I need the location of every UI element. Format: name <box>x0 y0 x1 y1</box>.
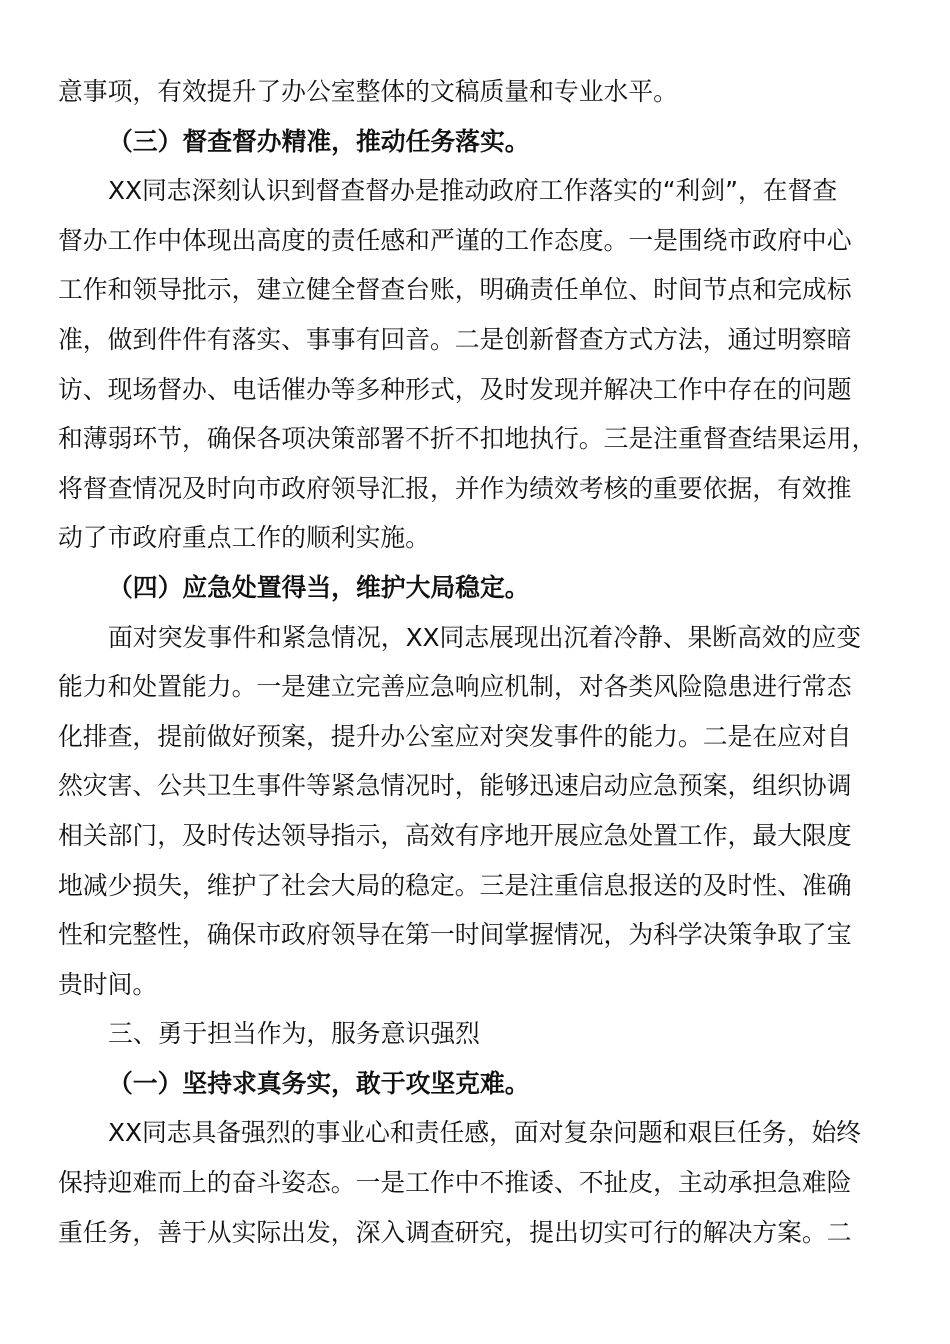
text-line: XX同志具备强烈的事业心和责任感，面对复杂问题和艰巨任务，始终 <box>108 1118 862 1148</box>
text-line: 贵时间。 <box>58 969 158 999</box>
document-page <box>58 67 898 1257</box>
section-heading: （一）坚持求真务实，敢于攻坚克难。 <box>108 1068 530 1098</box>
chapter-heading: 三、勇于担当作为，服务意识强烈 <box>108 1019 480 1049</box>
text-line: 相关部门，及时传达领导指示，高效有序地开展应急处置工作，最大限度 <box>58 820 852 850</box>
text-line: 督办工作中体现出高度的责任感和严谨的工作态度。一是围绕市政府中心 <box>58 225 852 255</box>
text-line: 地减少损失，维护了社会大局的稳定。三是注重信息报送的及时性、准确 <box>58 870 852 900</box>
text-line: 和薄弱环节，确保各项决策部署不折不扣地执行。三是注重督查结果运用， <box>58 424 877 454</box>
text-line: 工作和领导批示，建立健全督查台账，明确责任单位、时间节点和完成标 <box>58 275 852 305</box>
section-heading: （三）督查督办精准，推动任务落实。 <box>108 126 530 156</box>
text-line: 准，做到件件有落实、事事有回音。二是创新督查方式方法，通过明察暗 <box>58 324 852 354</box>
text-line: 然灾害、公共卫生事件等紧急情况时，能够迅速启动应急预案，组织协调 <box>58 771 852 801</box>
section-heading: （四）应急处置得当，维护大局稳定。 <box>108 572 530 602</box>
text-line: 能力和处置能力。一是建立完善应急响应机制，对各类风险隐患进行常态 <box>58 672 852 702</box>
text-line: 化排查，提前做好预案，提升办公室应对突发事件的能力。二是在应对自 <box>58 721 852 751</box>
text-line: 访、现场督办、电话催办等多种形式，及时发现并解决工作中存在的问题 <box>58 374 852 404</box>
text-line: 意事项，有效提升了办公室整体的文稿质量和专业水平。 <box>58 77 678 106</box>
text-line: XX同志深刻认识到督查督办是推动政府工作落实的“利剑”，在督查 <box>108 176 838 206</box>
text-line: 面对突发事件和紧急情况，XX同志展现出沉着冷静、果断高效的应变 <box>108 622 862 652</box>
text-line: 动了市政府重点工作的顺利实施。 <box>58 523 430 553</box>
text-line: 保持迎难而上的奋斗姿态。一是工作中不推诿、不扯皮，主动承担急难险 <box>58 1168 852 1198</box>
text-line: 将督查情况及时向市政府领导汇报，并作为绩效考核的重要依据，有效推 <box>58 473 852 503</box>
text-line: 性和完整性，确保市政府领导在第一时间掌握情况，为科学决策争取了宝 <box>58 920 852 950</box>
text-line: 重任务，善于从实际出发，深入调查研究，提出切实可行的解决方案。二 <box>58 1217 852 1247</box>
